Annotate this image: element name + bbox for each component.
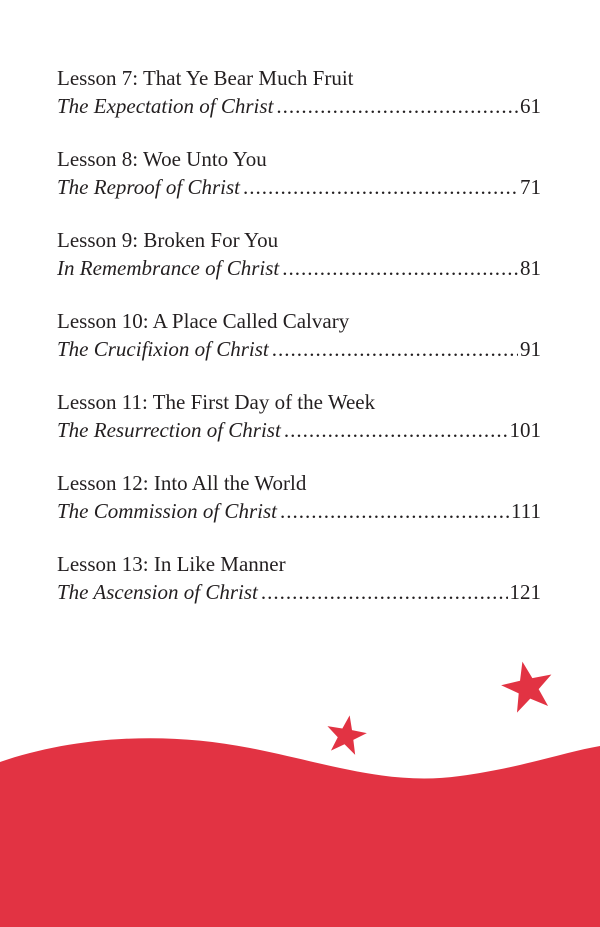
red-wave <box>0 738 600 927</box>
lesson-title: Lesson 7: That Ye Bear Much Fruit <box>57 66 354 90</box>
star-icon <box>497 656 557 714</box>
lesson-subtitle: In Remembrance of Christ <box>57 256 280 280</box>
lesson-subtitle: The Expectation of Christ <box>57 94 274 118</box>
page-number: 81 <box>520 256 541 280</box>
lesson-title: Lesson 10: A Place Called Calvary <box>57 309 350 333</box>
page-number: 121 <box>509 580 541 604</box>
lesson-subtitle: The Reproof of Christ <box>57 175 240 199</box>
page-number: 61 <box>520 94 541 118</box>
page-number: 71 <box>520 175 541 199</box>
page-number: 91 <box>520 337 541 361</box>
lesson-title: Lesson 9: Broken For You <box>57 228 279 252</box>
lesson-subtitle: The Ascension of Christ <box>57 580 258 604</box>
lesson-subtitle: The Resurrection of Christ <box>57 418 281 442</box>
page-number: 111 <box>511 499 541 523</box>
star-icon <box>323 712 369 756</box>
lesson-subtitle: The Commission of Christ <box>57 499 277 523</box>
page-number: 101 <box>509 418 541 442</box>
lesson-title: Lesson 11: The First Day of the Week <box>57 390 376 414</box>
lesson-subtitle: The Crucifixion of Christ <box>57 337 269 361</box>
lesson-title: Lesson 8: Woe Unto You <box>57 147 267 171</box>
lesson-title: Lesson 13: In Like Manner <box>57 552 286 576</box>
lesson-title: Lesson 12: Into All the World <box>57 471 307 495</box>
